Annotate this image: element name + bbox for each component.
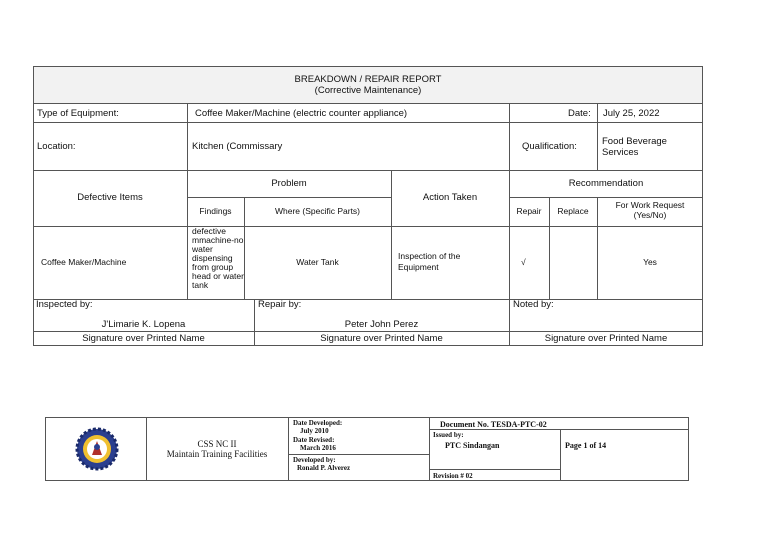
date-developed-value: July 2010 [300, 427, 329, 435]
row-repair-check: √ [521, 257, 526, 267]
repair-by-name: Peter John Perez [344, 319, 419, 330]
header-recommendation: Recommendation [568, 178, 644, 189]
row-action-line1: Inspection of the [398, 251, 461, 261]
qualification-label: Qualification: [522, 141, 577, 152]
row-findings-line: head or water [192, 271, 244, 281]
row-item: Coffee Maker/Machine [41, 257, 127, 267]
repair-by-label: Repair by: [258, 299, 302, 310]
developed-by-label: Developed by: [293, 456, 336, 464]
header-findings: Findings [199, 206, 232, 216]
tesda-seal-icon [75, 427, 119, 471]
inspected-by-label: Inspected by: [36, 299, 93, 310]
date-value: July 25, 2022 [603, 108, 660, 119]
footer-module: Maintain Training Facilities [166, 449, 268, 459]
document-footer [45, 417, 689, 481]
header-replace: Replace [557, 206, 589, 216]
developed-by-value: Ronald P. Alverez [297, 464, 351, 472]
equipment-value: Coffee Maker/Machine (electric counter appliance) [195, 108, 408, 119]
row-where: Water Tank [296, 257, 339, 267]
signature-caption: Signature over Printed Name [544, 333, 668, 344]
date-revised-label: Date Revised: [293, 436, 335, 444]
signature-caption: Signature over Printed Name [320, 333, 443, 344]
header-action-taken: Action Taken [422, 192, 478, 203]
location-value: Kitchen (Commissary [192, 141, 283, 152]
header-where: Where (Specific Parts) [274, 206, 361, 216]
row-action-line2: Equipment [398, 262, 439, 272]
row-findings-line: mmachine-no [192, 235, 244, 245]
report-subtitle: (Corrective Maintenance) [314, 85, 422, 96]
page-number: Page 1 of 14 [565, 441, 607, 450]
row-findings-line: dispensing [192, 253, 233, 263]
revision-number: Revision # 02 [433, 472, 473, 480]
header-repair: Repair [516, 206, 542, 216]
header-problem: Problem [271, 178, 307, 189]
row-findings-line: defective [192, 226, 227, 236]
qualification-value-line2: Services [602, 147, 639, 158]
issued-by-value: PTC Sindangan [445, 441, 500, 450]
date-revised-value: March 2016 [300, 444, 336, 452]
report-title: BREAKDOWN / REPAIR REPORT [294, 74, 442, 85]
row-findings-line: tank [192, 280, 209, 290]
qualification-value-line1: Food Beverage [602, 136, 667, 147]
row-findings-line: from group [192, 262, 234, 272]
row-work-request: Yes [643, 257, 657, 267]
signature-caption: Signature over Printed Name [82, 333, 205, 344]
equipment-label: Type of Equipment: [37, 108, 119, 119]
header-defective-items: Defective Items [77, 192, 143, 203]
issued-by-label: Issued by: [433, 431, 464, 439]
noted-by-label: Noted by: [513, 299, 554, 310]
header-work-request-line2: (Yes/No) [633, 210, 667, 220]
row-findings-line: water [192, 244, 213, 254]
inspected-by-name: J'Limarie K. Lopena [101, 319, 186, 330]
header-work-request-line1: For Work Request [615, 200, 685, 210]
breakdown-repair-report [33, 66, 703, 346]
date-developed-label: Date Developed: [293, 419, 343, 427]
location-label: Location: [37, 141, 76, 152]
date-label: Date: [568, 108, 591, 119]
document-number: Document No. TESDA-PTC-02 [440, 420, 547, 429]
footer-course: CSS NC II [197, 439, 237, 449]
